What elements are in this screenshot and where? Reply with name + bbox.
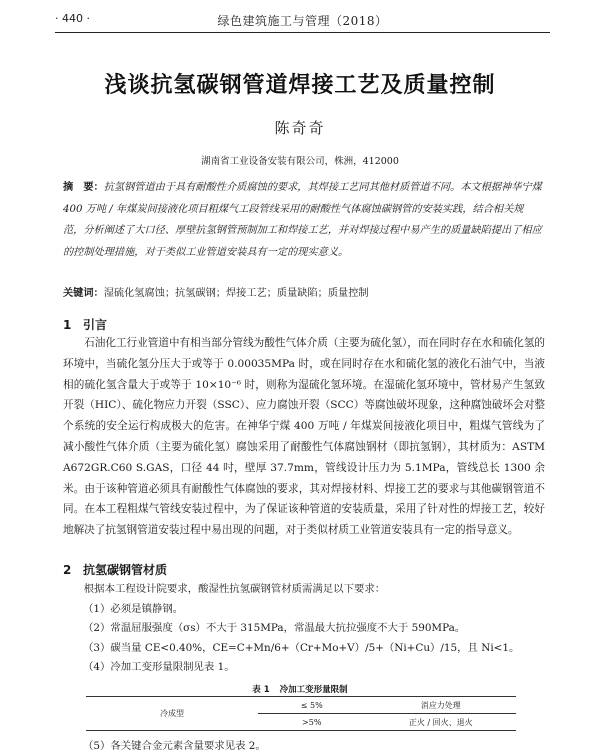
section-2-content <box>63 580 545 678</box>
keywords-label: 关键词： <box>63 288 104 299</box>
table-1-number: 表 1 <box>252 685 270 695</box>
table-1-caption <box>0 683 600 695</box>
article-title: 浅谈抗氢碳钢管道焊接工艺及质量控制 <box>104 73 496 98</box>
table-cell: >5% <box>258 714 366 731</box>
table-row <box>86 697 516 714</box>
section-1-number: 1 <box>63 318 72 332</box>
table-cell: 正火 / 回火、退火 <box>366 714 517 731</box>
abstract-label: 摘 要： <box>63 182 104 193</box>
section-2-number: 2 <box>63 563 72 577</box>
header-rule <box>55 32 550 33</box>
section-1-title: 引言 <box>83 318 108 332</box>
table-row-header: 冷成型 <box>86 697 258 731</box>
section-2-title: 抗氢碳钢管材质 <box>83 563 168 577</box>
abstract <box>63 177 543 263</box>
keywords-text: 湿硫化氢腐蚀；抗氢碳钢；焊接工艺；质量缺陷；质量控制 <box>103 288 369 299</box>
section-2-lead: 根据本工程设计院要求，酸湿性抗氢碳钢管材质需满足以下要求： <box>83 583 386 595</box>
list-item: （5）各关键合金元素含量要求见表 2。 <box>83 740 266 752</box>
running-header <box>55 10 550 30</box>
section-heading-1 <box>63 316 107 333</box>
list-item: （3）碳当量 CE<0.40%，CE=C+Mn/6+（Cr+Mo+V）/5+（Ni+Cu）/15，且 Ni<1。 <box>83 641 520 654</box>
list-item: （1）必须是镇静钢。 <box>83 602 184 615</box>
list-item: （4）冷加工变形量限制见表 1。 <box>83 661 235 674</box>
section-1-paragraph: 石油化工行业管道中有相当部分管线为酸性气体介质（主要为硫化氢），而在同时存在水和硫化氢的环境中，当硫化氢分压大于或等于 0.00035MPa 时，或在同时存在水和硫化氢的液化石油气中，当液相的硫化氢含量大于或等于 10×10⁻⁶ 时，则称为湿硫化氢环境。在湿硫化氢环境中，管材易产生氢致开裂（HIC）、硫化物应力开裂（SSC）、应力腐蚀开裂（SCC）等腐蚀破坏现象，这种腐蚀破坏会对整个系统的安全运行构成极大的危害。在神华宁煤 400 万吨 / 年煤炭间接液化项目中，粗煤气管线为了减小酸性气体介质（主要为硫化氢）腐蚀采用了耐酸性气体腐蚀钢材（即抗氢钢），其材质为：ASTM A672GR.C60 S.GAS，口径 44 吋，壁厚 37.7mm，管线设计压力为 5.1MPa，管线总长 1300 余米。由于该种管道必须具有耐酸性气体腐蚀的要求，其对焊接材料、焊接工艺的要求与其他碳钢管道不同。在本工程粗煤气管线安装过程中，为了保证该种管道的安装质量，采用了针对性的焊接工艺，较好地解决了抗氢钢管道安装过程中易出现的问题，对于类似材质工业管道安装具有一定的指导意义。 <box>63 337 546 537</box>
section-heading-2 <box>63 561 167 578</box>
table-cell: ≤ 5% <box>258 697 366 714</box>
abstract-text: 抗氢钢管道由于具有耐酸性介质腐蚀的要求，其焊接工艺同其他材质管道不同。本文根据神华宁煤 400 万吨 / 年煤炭间接液化项目粗煤气工段管线采用的耐酸性气体腐蚀碳钢管的安装实践，结合相关规范，分析阐述了大口径、厚壁抗氢钢管预制加工和焊接工艺，并对焊接过程中易产生的质量缺陷提出了相应的控制处理措施，对于类似工业管道安装具有一定的现实意义。 <box>63 182 542 258</box>
table-1 <box>86 696 516 731</box>
table-1-title: 冷加工变形量限制 <box>279 685 348 695</box>
author: 陈奇奇 <box>274 119 326 137</box>
affiliation: 湖南省工业设备安装有限公司，株洲，412000 <box>201 156 399 167</box>
list-item: （2）常温屈服强度（σs）不大于 315MPa，常温最大抗拉强度不大于 590MPa。 <box>83 622 466 635</box>
journal-name: 绿色建筑施工与管理（2018） <box>217 14 388 28</box>
page-number: · 440 · <box>55 12 90 25</box>
keywords <box>63 285 543 303</box>
table-cell: 消应力处理 <box>366 697 517 714</box>
